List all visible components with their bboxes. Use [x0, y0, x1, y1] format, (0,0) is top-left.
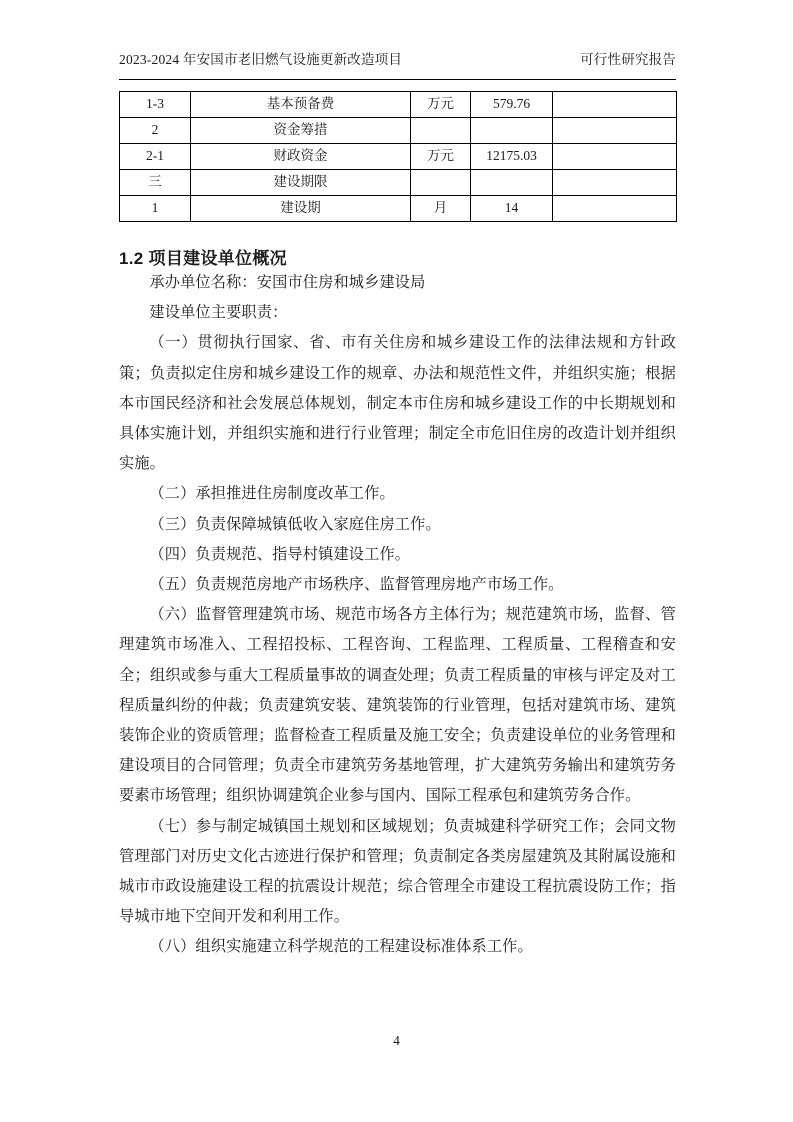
- cell-unit: 万元: [411, 92, 471, 118]
- paragraph-duty-5: （五）负责规范房地产市场秩序、监督管理房地产市场工作。: [149, 576, 564, 594]
- paragraph-duty-4: （四）负责规范、指导村镇建设工作。: [149, 545, 411, 563]
- table-body: [120, 92, 677, 222]
- table-row: [120, 144, 677, 170]
- paragraph-unit-name: 承办单位名称：安国市住房和城乡建设局: [149, 274, 426, 291]
- cell-note: [553, 118, 677, 144]
- running-header: [119, 52, 676, 80]
- cell-note: [553, 144, 677, 170]
- table-row: [120, 118, 677, 144]
- cell-name: 建设期: [191, 196, 411, 222]
- cell-note: [553, 92, 677, 118]
- cell-unit: 月: [411, 196, 471, 222]
- cell-value: 14: [471, 196, 553, 222]
- table-row: [120, 170, 677, 196]
- cell-note: [553, 170, 677, 196]
- cell-name: 建设期限: [191, 170, 411, 196]
- cell-no: 1: [120, 196, 191, 222]
- cell-value: [471, 170, 553, 196]
- header-project-title: 2023-2024 年安国市老旧燃气设施更新改造项目: [119, 52, 403, 67]
- cell-unit: [411, 170, 471, 196]
- paragraph-duties-label: 建设单位主要职责：: [149, 304, 288, 322]
- cell-name: 基本预备费: [191, 92, 411, 118]
- cell-name: 资金筹措: [191, 118, 411, 144]
- cell-note: [553, 196, 677, 222]
- table-row: [120, 92, 677, 118]
- header-document-type: 可行性研究报告: [580, 52, 676, 67]
- paragraph-duty-8: （八）组织实施建立科学规范的工程建设标准体系工作。: [149, 938, 533, 956]
- cell-no: 三: [120, 170, 191, 196]
- cell-no: 2: [120, 118, 191, 144]
- section-heading: 1.2 项目建设单位概况: [119, 249, 287, 269]
- cell-no: 1-3: [120, 92, 191, 118]
- page-footer: [0, 1033, 793, 1049]
- budget-summary-table: [119, 91, 677, 222]
- paragraph-duty-3: （三）负责保障城镇低收入家庭住房工作。: [149, 515, 441, 533]
- cell-name: 财政资金: [191, 144, 411, 170]
- cell-unit: [411, 118, 471, 144]
- paragraph-duty-2: （二）承担推进住房制度改革工作。: [149, 485, 395, 503]
- cell-value: [471, 118, 553, 144]
- cell-value: 579.76: [471, 92, 553, 118]
- paragraph-duty-6: （六）监督管理建筑市场、规范市场各方主体行为；规范建筑市场，监督、管理建筑市场准入、工程招投标、工程咨询、工程监理、工程质量、工程稽查和安全；组织或参与重大工程质量事故的调查处理；负责工程质量的审核与评定及对工程质量纠纷的仲裁；负责建筑安装、建筑装饰的行业管理，包括对建筑市场、建筑装饰企业的资质管理；监督检查工程质量及施工安全；负责建设单位的业务管理和建设项目的合同管理；负责全市建筑劳务基地管理，扩大建筑劳务输出和建筑劳务要素市场管理；组织协调建筑企业参与国内、国际工程承包和建筑劳务合作。: [119, 606, 676, 805]
- cell-value: 12175.03: [471, 144, 553, 170]
- cell-no: 2-1: [120, 144, 191, 170]
- cell-unit: 万元: [411, 144, 471, 170]
- paragraph-duty-7: （七）参与制定城镇国土规划和区域规划；负责城建科学研究工作；会同文物管理部门对历史文化古迹进行保护和管理；负责制定各类房屋建筑及其附属设施和城市市政设施建设工程的抗震设计规范；综合管理全市建设工程抗震设防工作；指导城市地下空间开发和利用工作。: [119, 817, 676, 926]
- page-number: 4: [393, 1033, 400, 1048]
- body-text-block: [119, 268, 676, 963]
- table-row: [120, 196, 677, 222]
- paragraph-duty-1: （一）贯彻执行国家、省、市有关住房和城乡建设工作的法律法规和方针政策；负责拟定住房和城乡建设工作的规章、办法和规范性文件，并组织实施；根据本市国民经济和社会发展总体规划，制定本市住房和城乡建设工作的中长期规划和具体实施计划，并组织实施和进行行业管理；制定全市危旧住房的改造计划并组织实施。: [119, 334, 676, 473]
